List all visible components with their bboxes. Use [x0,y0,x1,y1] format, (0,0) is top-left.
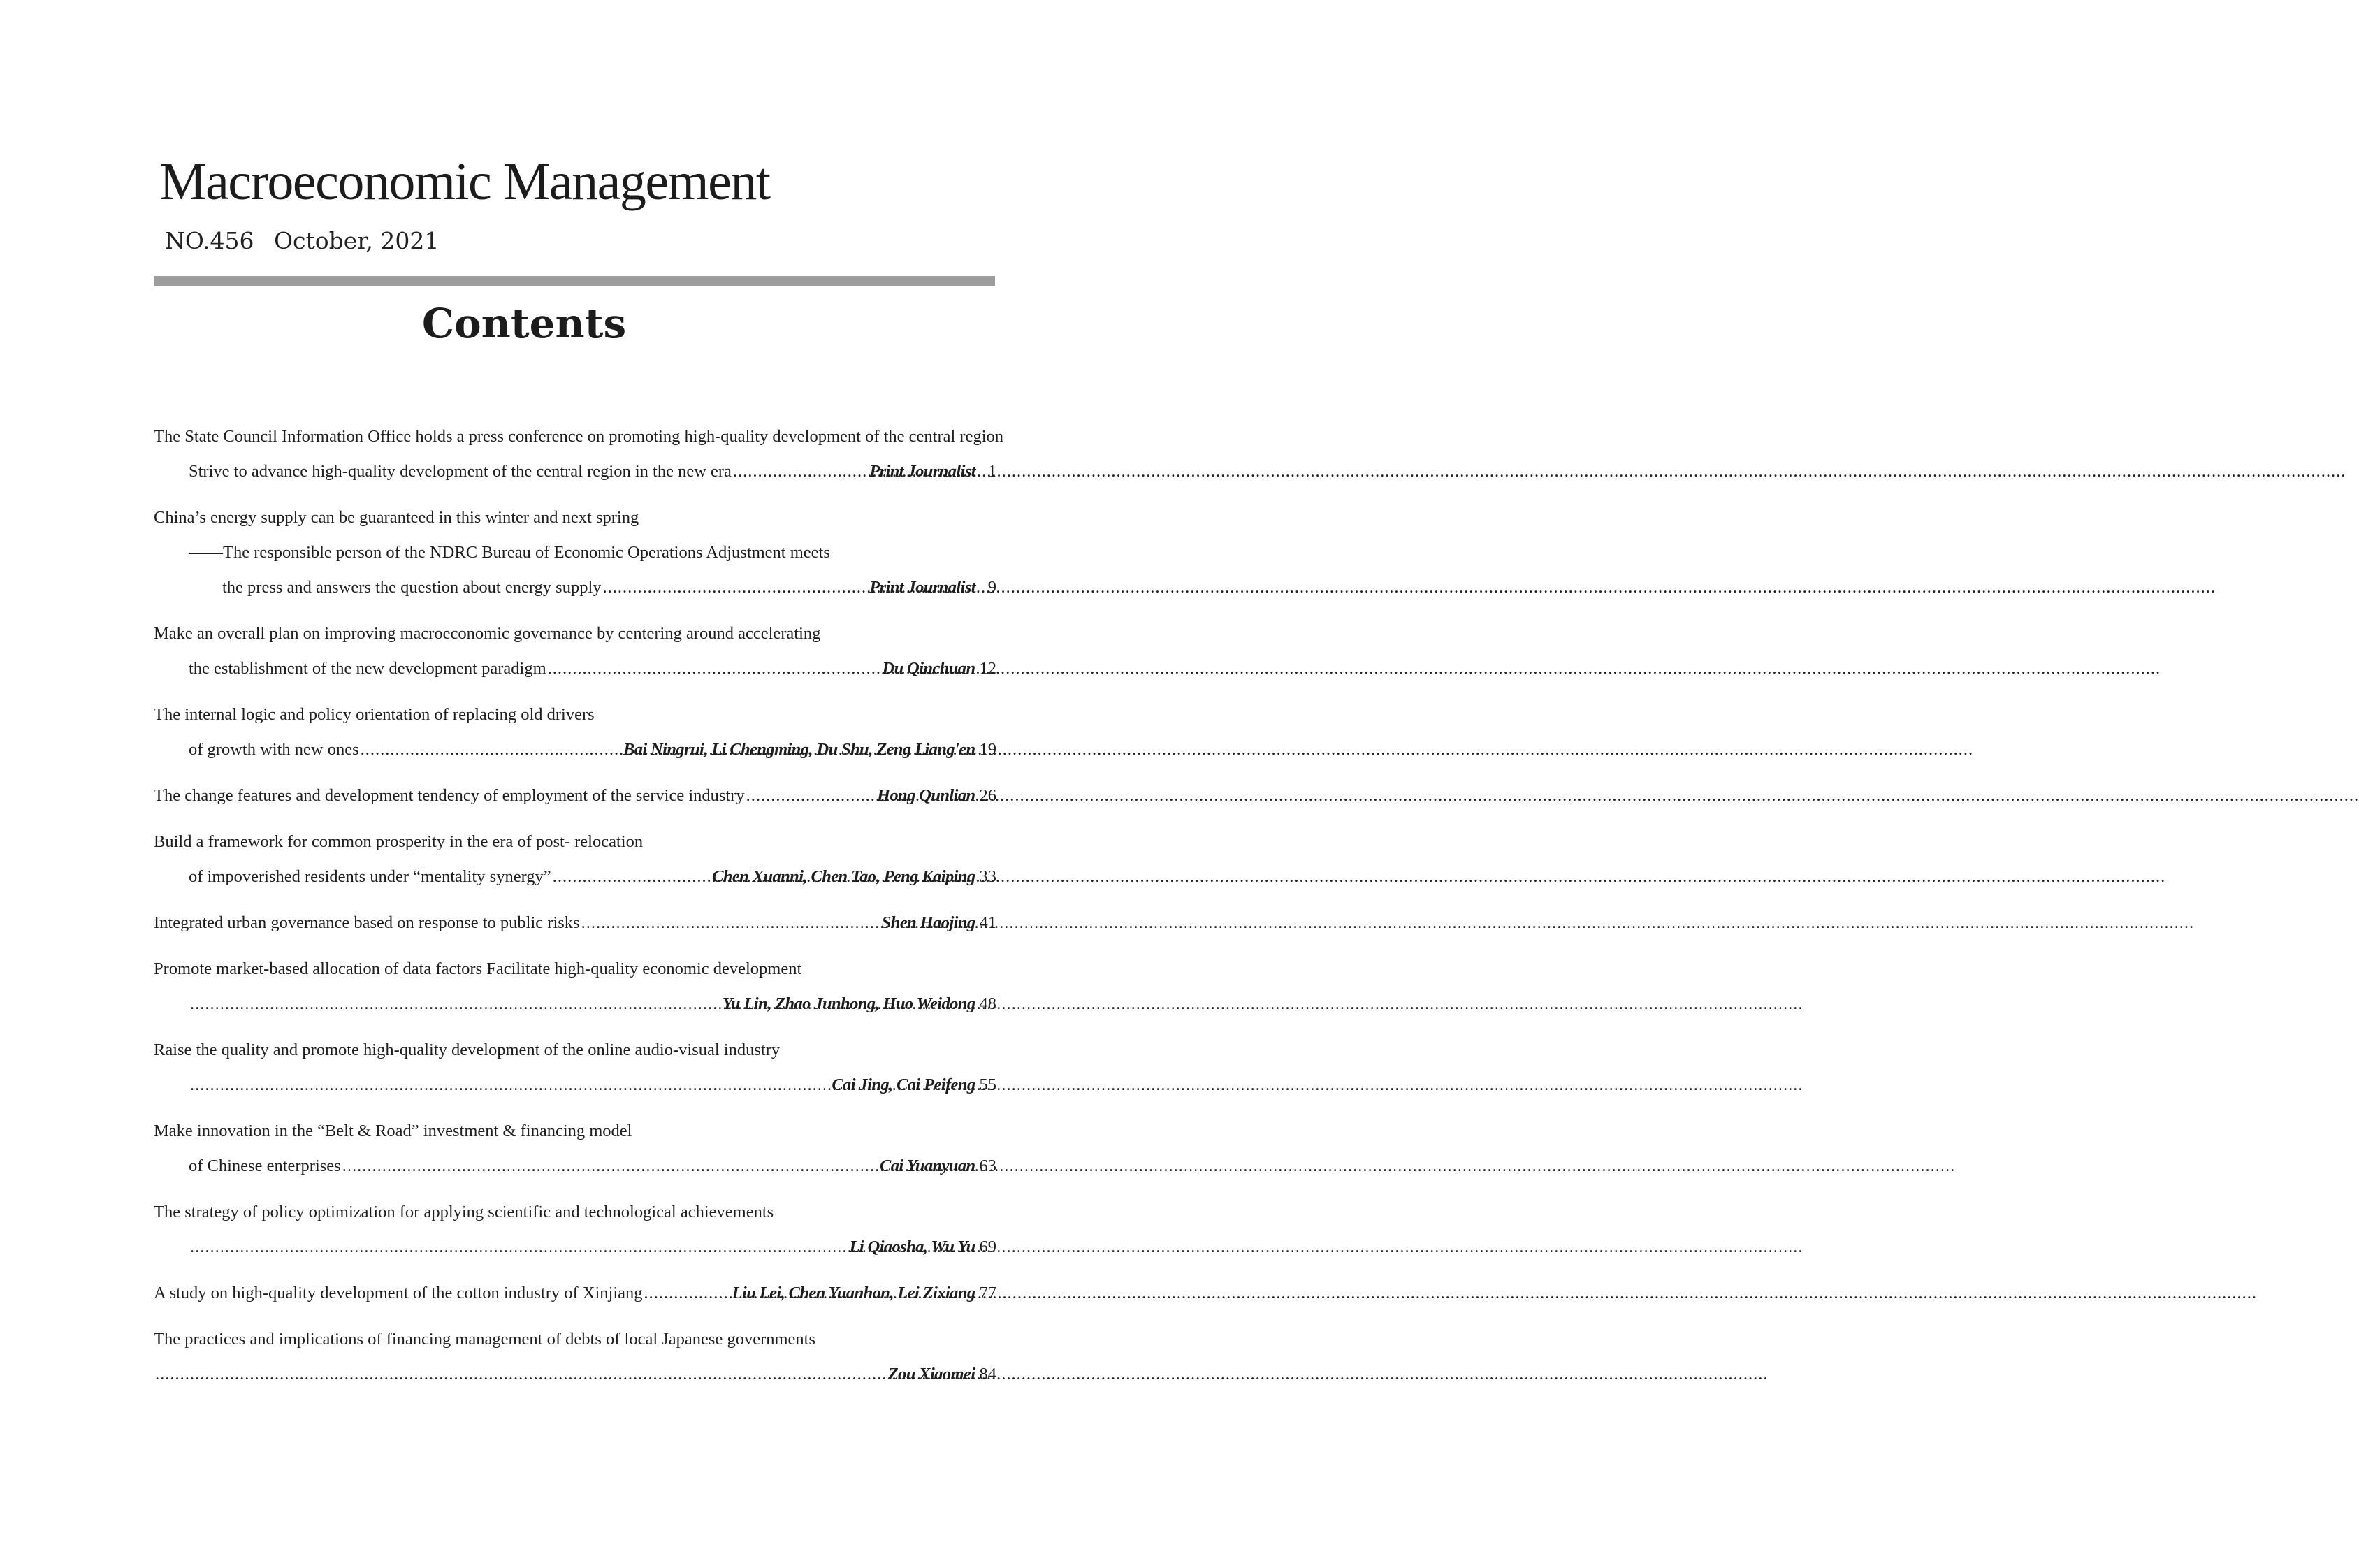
toc-title-line [154,825,996,859]
toc-title-text: Raise the quality and promote high-quality development of the online audio-visual industry [154,1040,781,1059]
toc-title-text: The strategy of policy optimization for applying scientific and technological achievements [154,1203,774,1221]
toc-page-number: 12 [979,659,996,678]
toc-leader-line [154,1230,996,1265]
toc-entry [154,1195,996,1265]
toc-leader-line [154,732,996,767]
toc-entry [154,500,996,605]
issue-line [165,229,439,252]
journal-title: Macroeconomic Management [159,152,770,211]
toc-title-line [154,1114,996,1149]
toc-title-line [154,1195,996,1230]
toc-title-line [154,697,996,732]
toc-entry [154,616,996,686]
toc-title-text: Make an overall plan on improving macroeconomic governance by centering around accelerating [154,624,821,643]
toc-title-text: of Chinese enterprises [189,1156,341,1175]
toc-leader-line [154,778,996,813]
toc-page-number: 84 [979,1365,996,1384]
toc-page-number: 1 [987,462,996,481]
toc-entry [154,906,996,941]
toc-author: Bai Ningrui, Li Chengming, Du Shu, Zeng Liang'en [623,740,975,759]
toc-title-text: Build a framework for common prosperity in the era of post- relocation [154,832,644,851]
toc-title-text: Integrated urban governance based on response to public risks [154,913,580,932]
contents-heading: Contents [421,300,627,347]
toc-title-text: the establishment of the new development paradigm [189,659,546,678]
dot-leader [746,778,876,813]
toc-leader-line [154,906,996,941]
dot-leader [581,906,880,941]
toc-page-number: 77 [979,1284,996,1302]
issue-number: NO.456 [165,227,254,254]
toc-page-number: 55 [979,1075,996,1094]
toc-title-text: China’s energy supply can be guaranteed in this winter and next spring [154,508,639,527]
dot-leader [644,1276,731,1311]
dot-leader [361,732,622,767]
dot-leader [155,1357,887,1392]
toc-leader-line [154,454,996,489]
toc-title-line [154,1033,996,1068]
toc-entry [154,697,996,767]
toc-leader-line [154,651,996,686]
toc-title-text: A study on high-quality development of the cotton industry of Xinjiang [154,1284,643,1302]
toc-page-number: 26 [979,786,996,805]
toc-title-text: the press and answers the question about energy supply [222,578,602,597]
toc-page-number: 63 [979,1156,996,1175]
toc-author: Zou Xiaomei [887,1365,975,1384]
toc-author: Hong Qunlian [876,786,975,805]
toc-title-text: Make innovation in the “Belt & Road” investment & financing model [154,1121,632,1140]
toc-entry [154,1033,996,1103]
table-of-contents [154,419,1004,1403]
toc-entry [154,1322,996,1392]
toc-title-text: The State Council Information Office holds a press conference on promoting high-quality development of the central region [154,427,1004,446]
toc-entry [154,952,996,1022]
toc-page-number: 41 [979,913,996,932]
dot-leader [603,570,869,605]
toc-leader-line [154,1149,996,1184]
toc-entry [154,419,1004,489]
toc-title-text: ——The responsible person of the NDRC Bureau of Economic Operations Adjustment meets [189,543,830,562]
dot-leader [553,859,711,894]
toc-page-number: 19 [979,740,996,759]
toc-page-number: 9 [987,578,996,597]
toc-leader-line [154,987,996,1022]
toc-title-text: of growth with new ones [189,740,359,759]
toc-entry [154,1114,996,1184]
toc-entry [154,778,996,813]
toc-title-line [154,952,996,987]
toc-title-line [154,419,1004,454]
toc-title-line [154,500,996,535]
toc-leader-line [154,1276,996,1311]
toc-author: Du Qinchuan [882,659,975,678]
toc-author: Cai Yuanyuan [880,1156,975,1175]
toc-title-text: Strive to advance high-quality development of the central region in the new era [189,462,732,481]
dot-leader [190,1230,848,1265]
toc-author: Shen Haojing [881,913,975,932]
dot-leader [190,987,721,1022]
toc-author: Li Qiaosha, Wu Yu [849,1237,975,1256]
toc-title-line [154,1322,996,1357]
toc-entry [154,1276,996,1311]
toc-title-text: The practices and implications of financing management of debts of local Japanese governments [154,1330,816,1349]
toc-title-text: Promote market-based allocation of data factors Facilitate high-quality economic development [154,959,802,978]
toc-title-line [154,535,996,570]
toc-page-number: 33 [979,867,996,886]
dot-leader [342,1149,878,1184]
toc-author: Yu Lin, Zhao Junhong, Huo Weidong [722,994,975,1013]
toc-leader-line [154,1357,996,1392]
toc-author: Liu Lei, Chen Yuanhan, Lei Zixiang [732,1284,975,1302]
toc-author: Chen Xuanni, Chen Tao, Peng Kaiping [712,867,975,886]
header-rule [154,276,995,286]
dot-leader [190,1068,830,1103]
dot-leader [733,454,868,489]
toc-author: Print Journalist [869,578,975,597]
toc-page-number: 48 [979,994,996,1013]
toc-title-line [154,616,996,651]
toc-title-text: of impoverished residents under “mentality synergy” [189,867,551,886]
toc-title-text: The internal logic and policy orientation of replacing old drivers [154,705,595,724]
toc-author: Print Journalist [869,462,975,481]
toc-title-text: The change features and development tendency of employment of the service industry [154,786,745,805]
toc-leader-line [154,859,996,894]
dot-leader [548,651,881,686]
toc-page-number: 69 [979,1237,996,1256]
toc-leader-line [154,1068,996,1103]
toc-leader-line [154,570,996,605]
toc-entry [154,825,996,894]
issue-date: October, 2021 [273,227,440,254]
toc-author: Cai Jing, Cai Peifeng [832,1075,975,1094]
